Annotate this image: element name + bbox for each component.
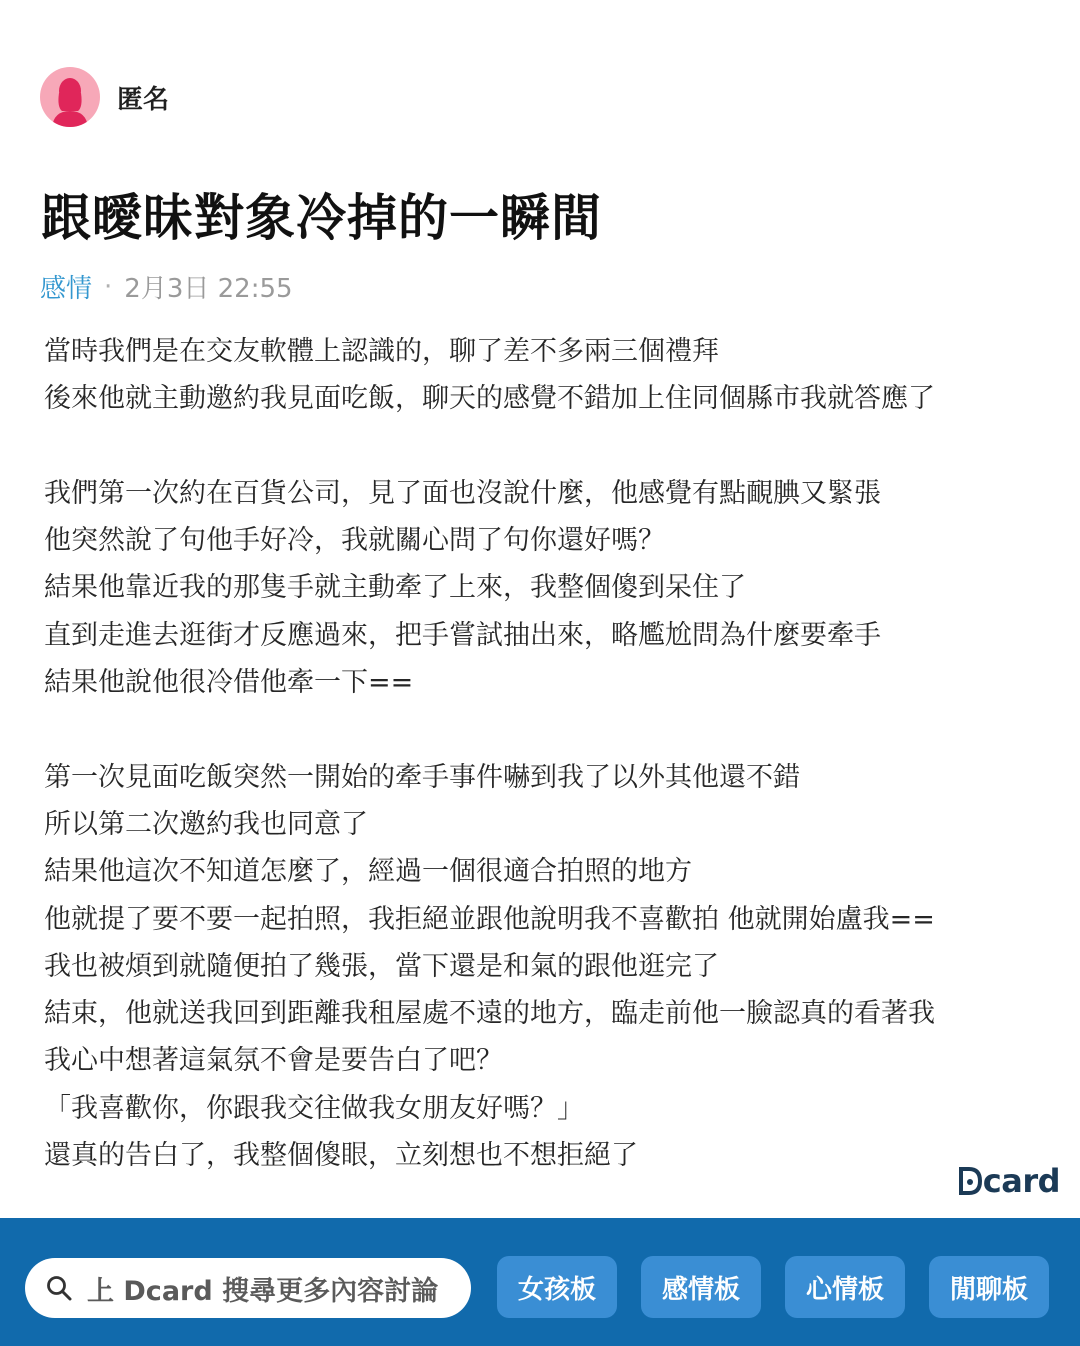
board-button-relationship[interactable]: 感情板 [641, 1256, 761, 1318]
search-box[interactable] [25, 1258, 471, 1318]
meta-separator: · [104, 271, 113, 302]
content-line: 他就提了要不要一起拍照，我拒絕並跟他說明我不喜歡拍 他就開始盧我== [44, 903, 935, 935]
content-line: 結果他這次不知道怎麼了，經過一個很適合拍照的地方 [44, 856, 692, 888]
avatar[interactable] [40, 67, 100, 127]
content-line: 我們第一次約在百貨公司，見了面也沒說什麼，他感覺有點靦腆又緊張 [44, 477, 881, 509]
female-silhouette-icon [40, 67, 100, 127]
board-button-girl[interactable]: 女孩板 [497, 1256, 617, 1318]
search-icon [45, 1274, 73, 1302]
content-line: 結果他靠近我的那隻手就主動牽了上來，我整個傻到呆住了 [44, 572, 746, 604]
content-line: 我也被煩到就隨便拍了幾張，當下還是和氣的跟他逛完了 [44, 950, 719, 982]
content-line: 所以第二次邀約我也同意了 [44, 808, 368, 840]
content-line: 結果他說他很冷借他牽一下== [44, 667, 414, 699]
content-line: 當時我們是在交友軟體上認識的，聊了差不多兩三個禮拜 [44, 336, 719, 367]
search-text: 上 Dcard 搜尋更多內容討論 [87, 1275, 439, 1307]
content-line: 直到走進去逛街才反應過來，把手嘗試抽出來，略尷尬問為什麼要牽手 [44, 619, 881, 651]
post-author [40, 67, 169, 127]
content-line: 「我喜歡你，你跟我交往做我女朋友好嗎？」 [44, 1092, 584, 1124]
post-content [44, 328, 1044, 1179]
dcard-logo-text: card [982, 1162, 1060, 1200]
board-button-talk[interactable]: 閒聊板 [929, 1256, 1049, 1318]
post-title: 跟曖昧對象冷掉的一瞬間 [41, 189, 602, 247]
content-line: 我心中想著這氣氛不會是要告白了吧？ [44, 1045, 503, 1077]
content-line: 他突然說了句他手好冷，我就關心問了句你還好嗎？ [44, 525, 665, 557]
author-name: 匿名 [117, 84, 170, 115]
dcard-logo-icon [958, 1167, 982, 1195]
board-button-mood[interactable]: 心情板 [785, 1256, 905, 1318]
content-line: 還真的告白了，我整個傻眼，立刻想也不想拒絕了 [44, 1140, 638, 1172]
post-date: 2月3日 22:55 [124, 274, 293, 304]
content-line [44, 423, 1044, 470]
content-line: 第一次見面吃飯突然一開始的牽手事件嚇到我了以外其他還不錯 [44, 761, 800, 793]
bottom-bar [0, 1218, 1080, 1346]
dcard-logo [958, 1162, 1060, 1200]
content-line: 後來他就主動邀約我見面吃飯，聊天的感覺不錯加上住同個縣市我就答應了 [44, 383, 935, 415]
content-line [44, 706, 1044, 753]
category-link[interactable]: 感情 [40, 274, 93, 304]
post-meta [40, 268, 293, 305]
content-line: 結束，他就送我回到距離我租屋處不遠的地方，臨走前他一臉認真的看著我 [44, 998, 935, 1030]
